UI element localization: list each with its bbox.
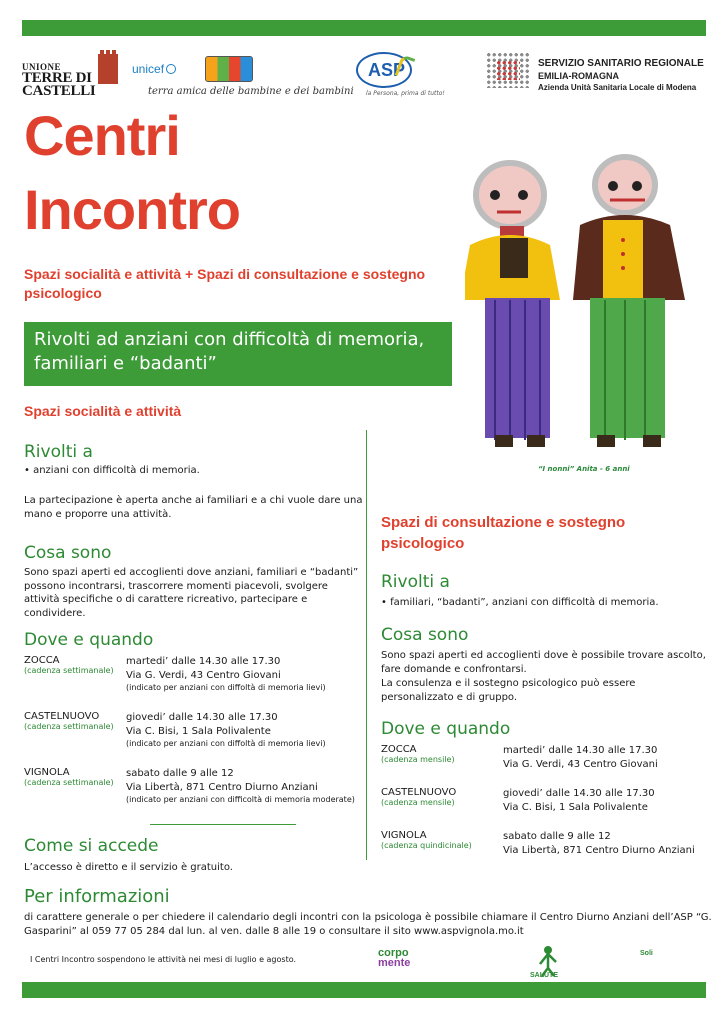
right-cosa-heading: Cosa sono: [381, 625, 469, 645]
castle-tower-icon: [98, 54, 118, 84]
globe-icon: [166, 64, 176, 74]
dot-grid-icon: [486, 52, 530, 88]
left-schedule-details: [126, 767, 362, 804]
left-cosa-text: Sono spazi aperti ed accoglienti dove anziani, familiari e “badanti” possono incontrarsi, trascorrere momenti piacevoli, svolgere attività specifiche o di carattere ricreativo, partecipare e condividere.: [24, 567, 359, 619]
asp-tagline: la Persona, prima di tutto!: [366, 90, 445, 97]
right-schedule-details: [503, 744, 713, 772]
schedule-note: (indicato per anziani con diffoltà di memoria lievi): [126, 683, 326, 692]
title-line2: Incontro: [24, 178, 240, 241]
schedule-where: Via C. Bisi, 1 Sala Polivalente: [503, 802, 648, 813]
terre-logo-line3: CASTELLI: [22, 83, 96, 99]
schedule-place: CASTELNUOVO: [24, 711, 100, 722]
accede-heading: Come si accede: [24, 836, 159, 856]
schedule-place: ZOCCA: [24, 655, 60, 666]
right-schedule-row: [381, 744, 455, 764]
house-drawing-logo: [205, 56, 253, 82]
right-schedule-details: [503, 830, 713, 858]
right-rivolti-item: • familiari, “badanti”, anziani con difficoltà di memoria.: [381, 597, 659, 608]
salute-text: SALUTE: [530, 972, 558, 979]
terre-logo-line2: TERRE DI: [22, 70, 92, 86]
asp-logo: [350, 52, 422, 92]
schedule-cadence: (cadenza settimanale): [24, 722, 114, 731]
schedule-place: CASTELNUOVO: [381, 787, 457, 798]
left-schedule-row: [24, 767, 114, 787]
ssr-line3: Azienda Unità Sanitaria Locale di Modena: [538, 83, 697, 92]
accede-text: L’accesso è diretto e il servizio è gratuito.: [24, 862, 233, 873]
right-cosa-text: Sono spazi aperti ed accoglienti dove è possibile trovare ascolto, fare domande e confrontarsi.: [381, 650, 706, 675]
left-cosa-heading: Cosa sono: [24, 543, 112, 563]
left-rivolti-heading: Rivolti a: [24, 442, 93, 462]
info-heading: Per informazioni: [24, 886, 170, 907]
mente-text: mente: [378, 957, 411, 969]
asp-text: ASP: [368, 60, 406, 80]
schedule-note: (indicato per anziani con difficoltà di memoria moderate): [126, 795, 355, 804]
schedule-when: martedi’ dalle 14.30 alle 17.30: [503, 745, 658, 756]
corpo-text: corpo: [378, 947, 409, 959]
drawing-caption: “I nonni” Anita - 6 anni: [538, 465, 630, 473]
left-schedule-details: [126, 655, 362, 692]
target-banner: Rivolti ad anziani con difficoltà di memoria, familiari e “badanti”: [24, 322, 452, 386]
corpo-mente-logo: [378, 948, 410, 968]
bottom-green-bar: [22, 982, 706, 998]
divider-line: [150, 824, 296, 825]
soli-logo: Soli: [640, 950, 653, 957]
terre-di-castelli-logo: [22, 52, 126, 98]
schedule-when: sabato dalle 9 alle 12: [126, 768, 234, 779]
schedule-when: giovedi’ dalle 14.30 alle 17.30: [503, 788, 655, 799]
schedule-note: (indicato per anziani con diffoltà di memoria lievi): [126, 739, 326, 748]
schedule-where: Via G. Verdi, 43 Centro Giovani: [503, 759, 658, 770]
right-rivolti-heading: Rivolti a: [381, 572, 450, 592]
schedule-where: Via C. Bisi, 1 Sala Polivalente: [126, 726, 271, 737]
left-section-title: Spazi socialità e attività: [24, 403, 182, 419]
page-title: [24, 104, 240, 241]
schedule-cadence: (cadenza mensile): [381, 755, 455, 764]
info-text: di carattere generale o per chiedere il calendario degli incontri con la psicologa è possibile chiamare il Centro Diurno Anziani dell’ASP “G. Gasparini” al 059 77 05 284 dal lun. al ven. dalle 8 alle 19 o consultare il sito www.aspvignola.mo.it: [24, 912, 712, 937]
left-rivolti-item: • anziani con difficoltà di memoria.: [24, 465, 200, 476]
title-line1: Centri: [24, 104, 180, 167]
schedule-cadence: (cadenza quindicinale): [381, 841, 472, 850]
schedule-place: VIGNOLA: [381, 830, 427, 841]
grandparents-drawing: [465, 150, 705, 460]
schedule-place: ZOCCA: [381, 744, 417, 755]
top-green-bar: [22, 20, 706, 36]
unicef-text: unicef: [132, 62, 165, 76]
right-dove-heading: Dove e quando: [381, 719, 511, 739]
left-schedule-row: [24, 711, 114, 731]
page-subtitle: Spazi socialità e attività + Spazi di consultazione e sostegno psicologico: [24, 266, 426, 301]
right-schedule-row: [381, 830, 472, 850]
unicef-logo: [132, 62, 176, 76]
schedule-when: martedi’ dalle 14.30 alle 17.30: [126, 656, 281, 667]
right-schedule-row: [381, 787, 456, 807]
schedule-when: giovedi’ dalle 14.30 alle 17.30: [126, 712, 278, 723]
right-schedule-details: [503, 787, 713, 815]
right-cosa-text2: La consulenza e il sostegno psicologico può essere personalizzato e di gruppo.: [381, 678, 636, 703]
left-schedule-row: [24, 655, 114, 675]
schedule-where: Via Libertà, 871 Centro Diurno Anziani: [503, 845, 695, 856]
schedule-where: Via Libertà, 871 Centro Diurno Anziani: [126, 782, 318, 793]
terre-logo-line1: UNIONE: [22, 62, 62, 72]
schedule-when: sabato dalle 9 alle 12: [503, 831, 611, 842]
ssr-line2: EMILIA-ROMAGNA: [538, 71, 619, 81]
left-schedule-details: [126, 711, 362, 748]
schedule-cadence: (cadenza settimanale): [24, 666, 114, 675]
terra-amica-tagline: terra amica delle bambine e dei bambini: [148, 86, 354, 97]
schedule-where: Via G. Verdi, 43 Centro Giovani: [126, 670, 281, 681]
ssr-line1: SERVIZIO SANITARIO REGIONALE: [538, 58, 704, 69]
right-section-title: Spazi di consultazione e sostegno psicologico: [381, 514, 626, 552]
schedule-place: VIGNOLA: [24, 767, 70, 778]
left-dove-heading: Dove e quando: [24, 630, 154, 650]
column-divider: [366, 430, 367, 860]
summer-closure-note: I Centri Incontro sospendono le attività nei mesi di luglio e agosto.: [30, 955, 297, 964]
schedule-cadence: (cadenza settimanale): [24, 778, 114, 787]
schedule-cadence: (cadenza mensile): [381, 798, 455, 807]
left-rivolti-note: La partecipazione è aperta anche ai familiari e a chi vuole dare una mano e proporre una attività.: [24, 495, 363, 520]
